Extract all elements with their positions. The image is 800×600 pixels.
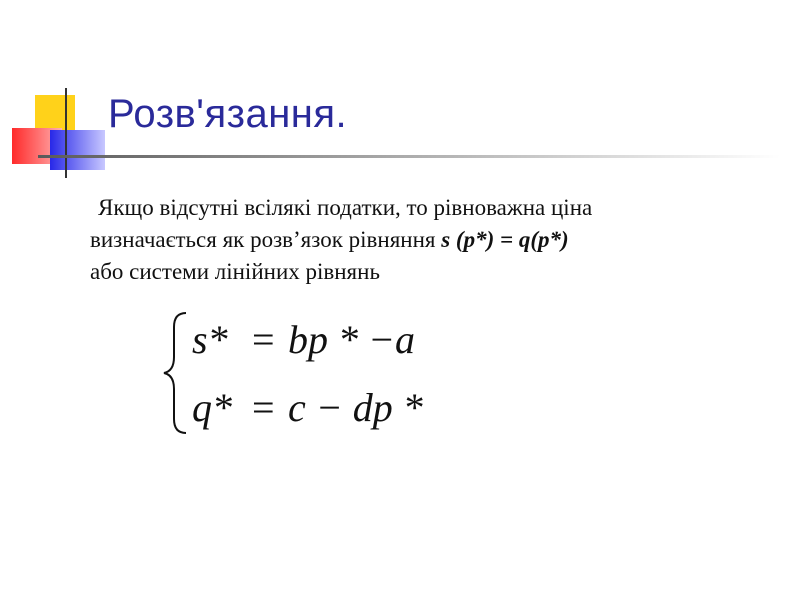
paragraph-line-2: [90, 224, 780, 256]
eq2-rhs: c − dp *: [288, 385, 423, 430]
equation-system: [160, 305, 460, 440]
equation-left: s (p*) =: [441, 227, 519, 252]
paragraph-line-2-text: визначається як розв’язок рівняння: [90, 227, 442, 252]
eq2-equals: =: [252, 385, 275, 430]
eq1-equals: =: [252, 317, 275, 362]
deco-blue-square: [50, 130, 105, 170]
system-brace-icon: [164, 313, 186, 433]
eq1-lhs: s*: [192, 317, 228, 362]
slide-title: Розв'язання.: [108, 92, 348, 136]
paragraph-line-1: Якщо відсутні всілякі податки, то рівноважна ціна: [98, 195, 593, 220]
body-paragraph: [90, 192, 780, 288]
title-rule: [38, 155, 780, 158]
eq1-rhs: bp * −a: [288, 317, 415, 362]
eq2-lhs: q*: [192, 385, 232, 430]
paragraph-line-3: або системи лінійних рівнянь: [90, 259, 380, 284]
equation-right: q(p*): [518, 227, 569, 252]
